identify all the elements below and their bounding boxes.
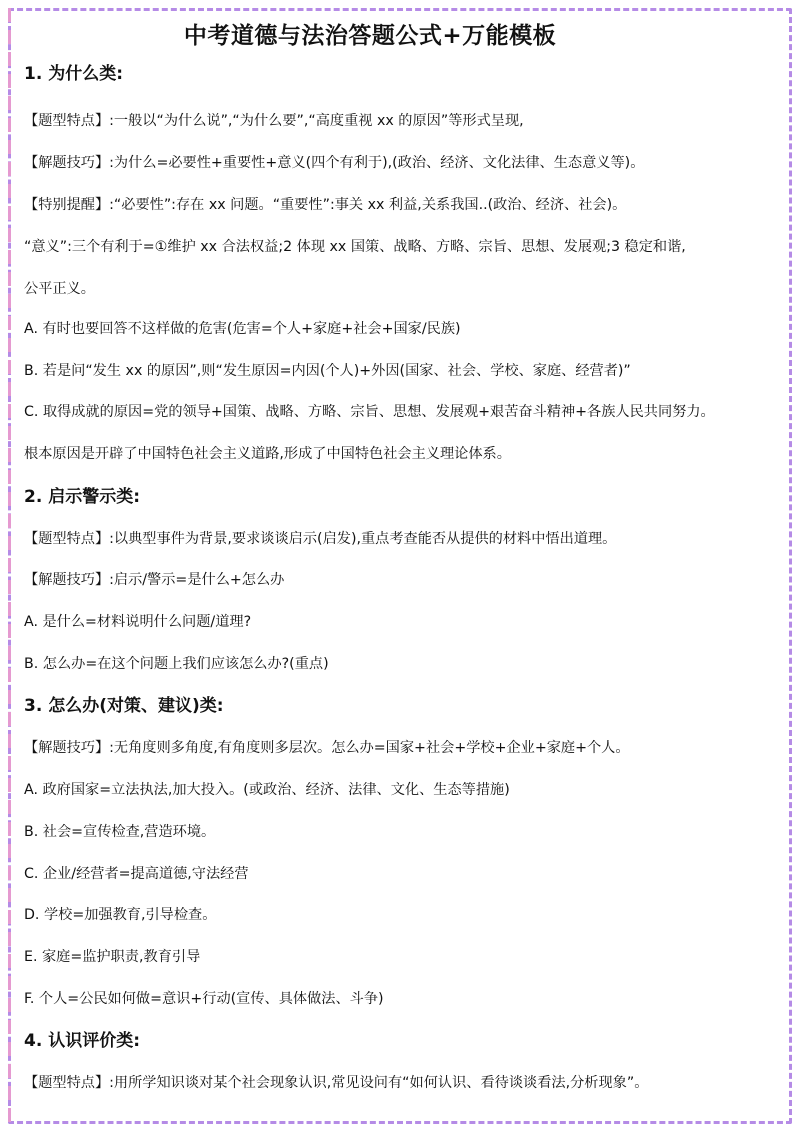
text-line: 【解题技巧】:为什么=必要性+重要性+意义(四个有利于),(政治、经济、文化法律、生态意义等)。 [24,155,645,171]
text-line: 【题型特点】:以典型事件为背景,要求谈谈启示(启发),重点考查能否从提供的材料中悟出道理。 [24,531,617,547]
text-line: 【解题技巧】:启示/警示=是什么+怎么办 [24,572,285,588]
text-line: “意义”:三个有利于=①维护 xx 合法权益;2 体现 xx 国策、战略、方略、宗旨、思想、发展观;3 稳定和谐, [24,239,686,255]
text-line: A. 是什么=材料说明什么问题/道理? [24,614,252,630]
text-line: 【解题技巧】:无角度则多角度,有角度则多层次。怎么办=国家+社会+学校+企业+家庭+个人。 [24,740,630,756]
text-line: 【题型特点】:一般以“为什么说”,“为什么要”,“高度重视 xx 的原因”等形式呈现, [24,113,524,129]
text-line: B. 社会=宣传检查,营造环境。 [24,824,216,840]
section-heading: 4. 认识评价类: [24,1031,141,1051]
text-line: A. 政府国家=立法执法,加大投入。(或政治、经济、法律、文化、生态等措施) [24,782,510,798]
text-line: E. 家庭=监护职责,教育引导 [24,949,201,965]
section-heading: 2. 启示警示类: [24,487,141,507]
text-line: 【题型特点】:用所学知识谈对某个社会现象认识,常见设问有“如何认识、看待谈谈看法,分析现象”。 [24,1075,649,1091]
text-line: D. 学校=加强教育,引导检查。 [24,907,217,923]
text-line: F. 个人=公民如何做=意识+行动(宣传、具体做法、斗争) [24,991,384,1007]
text-line: C. 取得成就的原因=党的领导+国策、战略、方略、宗旨、思想、发展观+艰苦奋斗精神+各族人民共同努力。 [24,404,715,420]
text-line: 公平正义。 [24,281,95,297]
text-line: B. 若是问“发生 xx 的原因”,则“发生原因=内因(个人)+外因(国家、社会、学校、家庭、经营者)” [24,363,631,379]
text-line: 【特别提醒】:“必要性”:存在 xx 问题。“重要性”:事关 xx 利益,关系我国..(政治、经济、社会)。 [24,197,627,213]
document-title: 中考道德与法治答题公式+万能模板 [183,23,557,49]
section-heading: 1. 为什么类: [24,64,124,84]
section-heading: 3. 怎么办(对策、建议)类: [24,696,224,716]
text-line: B. 怎么办=在这个问题上我们应该怎么办?(重点) [24,656,329,672]
text-line: 根本原因是开辟了中国特色社会主义道路,形成了中国特色社会主义理论体系。 [24,446,511,462]
text-line: A. 有时也要回答不这样做的危害(危害=个人+家庭+社会+国家/民族) [24,321,461,337]
text-line: C. 企业/经营者=提高道德,守法经营 [24,866,249,882]
